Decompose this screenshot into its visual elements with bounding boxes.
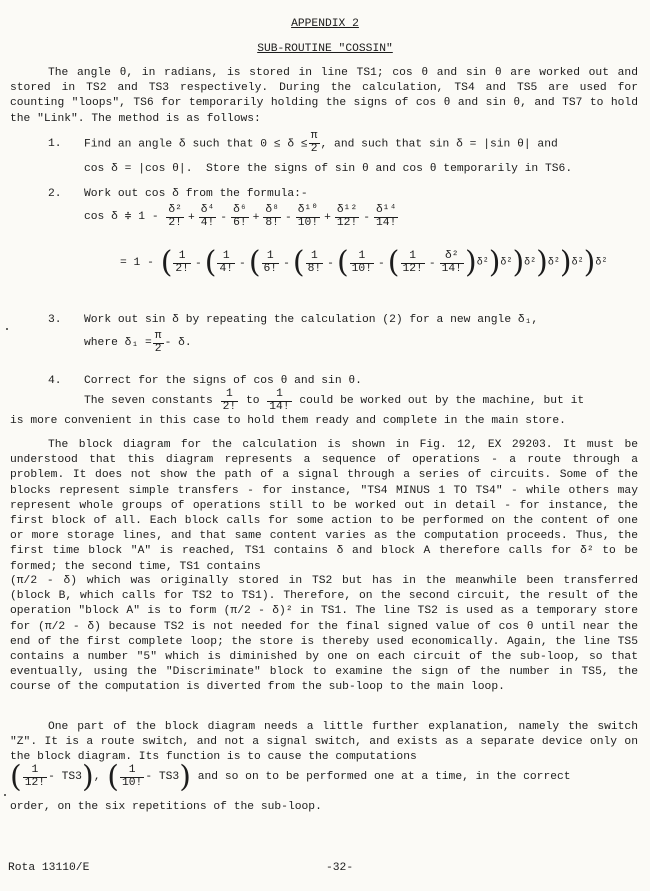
series-term: $\frac{\text{δ⁶}}{6!}$ xyxy=(233,204,247,229)
nested-term: $\frac{1}{10!}$ xyxy=(351,250,372,275)
switch-z-paragraph: One part of the block diagram needs a little further explanation, namely the switch "Z". It is a route switch, and not a signal switch, and exists as a separate device only on the block diagram. Its function is to cause the computations xyxy=(10,721,638,764)
step-4-number: 4. xyxy=(48,375,62,387)
step-1-number: 1. xyxy=(48,138,62,150)
nested-last-term: $\frac{\text{δ²}}{14!}$ xyxy=(441,250,462,275)
series-term: $\frac{\text{δ¹⁴}}{14!}$ xyxy=(376,204,397,229)
step-3-number: 3. xyxy=(48,314,62,326)
switch-last-line: order, on the six repetitions of the sub-loop. xyxy=(10,801,322,813)
series-term: $\frac{\text{δ²}}{2!}$ xyxy=(168,204,182,229)
nested-term: $\frac{1}{6!}$ xyxy=(263,250,278,275)
step-4-text: Correct for the signs of cos θ and sin θ. xyxy=(84,375,362,387)
step-1-line-1: Find an angle δ such that 0 ≤ δ ≤ $\frac{\pi}{2}$ , and such that sin δ = |sin θ| and xyxy=(84,130,558,155)
series-term: $\frac{\text{δ⁴}}{4!}$ xyxy=(200,204,215,229)
nested-term: $\frac{1}{2!}$ xyxy=(175,250,189,275)
nested-term: $\frac{1}{12!}$ xyxy=(402,250,423,275)
series-operator: - xyxy=(284,212,292,225)
constants-line-2: is more convenient in this case to hold them ready and complete in the main store. xyxy=(10,415,566,427)
series-operator: + xyxy=(187,212,195,225)
subroutine-title: SUB-ROUTINE "COSSIN" xyxy=(257,43,393,55)
constants-line-1: The seven constants $\frac{1}{2!}$ to $\frac{1}{14!}$ could be worked out by the machine, but it xyxy=(84,388,585,413)
series-operator: + xyxy=(252,212,260,225)
series-operator: - xyxy=(363,212,371,225)
pi-over-2-fraction: $\frac{\pi}{2}$ xyxy=(154,330,162,355)
series-term: $\frac{\text{δ⁸}}{8!}$ xyxy=(265,204,279,229)
cos-series-formula: cos δ ≑ 1 - $\frac{\text{δ²}}{2!}$ + $\frac{\text{δ⁴}}{4!}$ - $\frac{\text{δ⁶}}{6!}$ + $\frac{\text{δ⁸}}{8!}$ - $\frac{\text{δ¹⁰}}{10!}$ + $\frac{\text{δ¹²}}{12!}$ - $\frac{\text{δ¹⁴}}{14!}$ xyxy=(84,205,399,230)
intro-paragraph: The angle θ, in radians, is stored in line TS1; cos θ and sin θ are worked out and stored in TS2 and TS3 respectively. During the calculation, TS4 and TS5 are used for counting "loops", TS6 for temporarily holding the signs of cos θ and sin θ, and TS7 to hold the "Link". The method is as follows: xyxy=(10,67,638,125)
series-term: $\frac{\text{δ¹²}}{12!}$ xyxy=(336,204,358,229)
appendix-title: APPENDIX 2 xyxy=(291,18,359,30)
nested-terms: ( $\frac{1}{2!}$ - ( $\frac{1}{4!}$ - ( $\frac{1}{6!}$ - ( $\frac{1}{8!}$ - ( $\frac{1}{10!}$ - ( $\frac{1}{12!}$ - $\frac{\text{δ²}}{14!}$ )δ²)δ²)δ²)δ²)δ²)δ² xyxy=(160,245,608,281)
series-operator: + xyxy=(324,212,331,225)
step-2-number: 2. xyxy=(48,188,62,200)
document-reference: Rota 13110/E xyxy=(8,862,90,874)
scan-speck xyxy=(6,328,8,330)
pi-over-2-fraction: $\frac{\pi}{2}$ xyxy=(310,130,318,155)
series-operator: - xyxy=(220,212,228,225)
step-1-line-2: cos δ = |cos θ|. Store the signs of sin θ and cos θ temporarily in TS6. xyxy=(84,163,573,175)
nested-formula: = 1 - ( $\frac{1}{2!}$ - ( $\frac{1}{4!}$ - ( $\frac{1}{6!}$ - ( $\frac{1}{8!}$ - ( $\frac{1}{10!}$ - ( $\frac{1}{12!}$ - $\frac{\text{δ²}}{14!}$ )δ²)δ²)δ²)δ²)δ²)δ² xyxy=(120,245,608,281)
nested-term: $\frac{1}{4!}$ xyxy=(219,250,234,275)
page-number: -32- xyxy=(326,862,354,874)
scan-speck xyxy=(4,794,6,796)
block-diagram-paragraph: The block diagram for the calculation is shown in Fig. 12, EX 29203. It must be understood that this diagram represents a sequence of operations - a route through a problem. It does not show the path of a signal through a series of circuits. Some of the blocks represent simple transfers - for instance, "TS4 MINUS 1 TO TS4" - while others may represent whole groups of operations still to be worked out in detail - for instance, the first block of all. Each block calls for some action to be performed on the content of one or more storage lines, and that same content varies as the computation proceeds. Thus, the first time block "A" is reached, TS1 contains δ and block A therefore calls for δ² to be formed; the second time, TS1 contains xyxy=(10,439,638,573)
switch-computations: ( $\frac{1}{12!}$ - TS3), ( $\frac{1}{10!}$ - TS3) and so on to be performed one at a time, in the correct xyxy=(10,759,571,795)
step-3-line-2: where δ₁ = $\frac{\pi}{2}$ - δ. xyxy=(84,330,192,355)
step-2-text: Work out cos δ from the formula:- xyxy=(84,188,308,200)
nested-term: $\frac{1}{8!}$ xyxy=(307,250,322,275)
step-3-line-1: Work out sin δ by repeating the calculation (2) for a new angle δ₁, xyxy=(84,314,539,326)
series-term: $\frac{\text{δ¹⁰}}{10!}$ xyxy=(297,204,319,229)
block-diagram-paragraph-cont: (π/2 - δ) which was originally stored in TS2 but has in the meanwhile been transferred (block B, which calls for TS2 to TS1). Therefore, on the second circuit, the result of the operation "block A" is to form (π/2 - δ)² in TS1. The line TS2 is used as a temporary store for (π/2 - δ) because TS2 is not needed for the final signed value of cos θ until near the end of the first complete loop; the store is thereby used economically. Again, the line TS5 contains a number "5" which is diminished by one on each circuit of the sub-loop, so that eventually, using the "Discriminate" block to examine the sign of the number in TS5, the course of the computation is diverted from the sub-loop to the main loop. xyxy=(10,575,638,694)
